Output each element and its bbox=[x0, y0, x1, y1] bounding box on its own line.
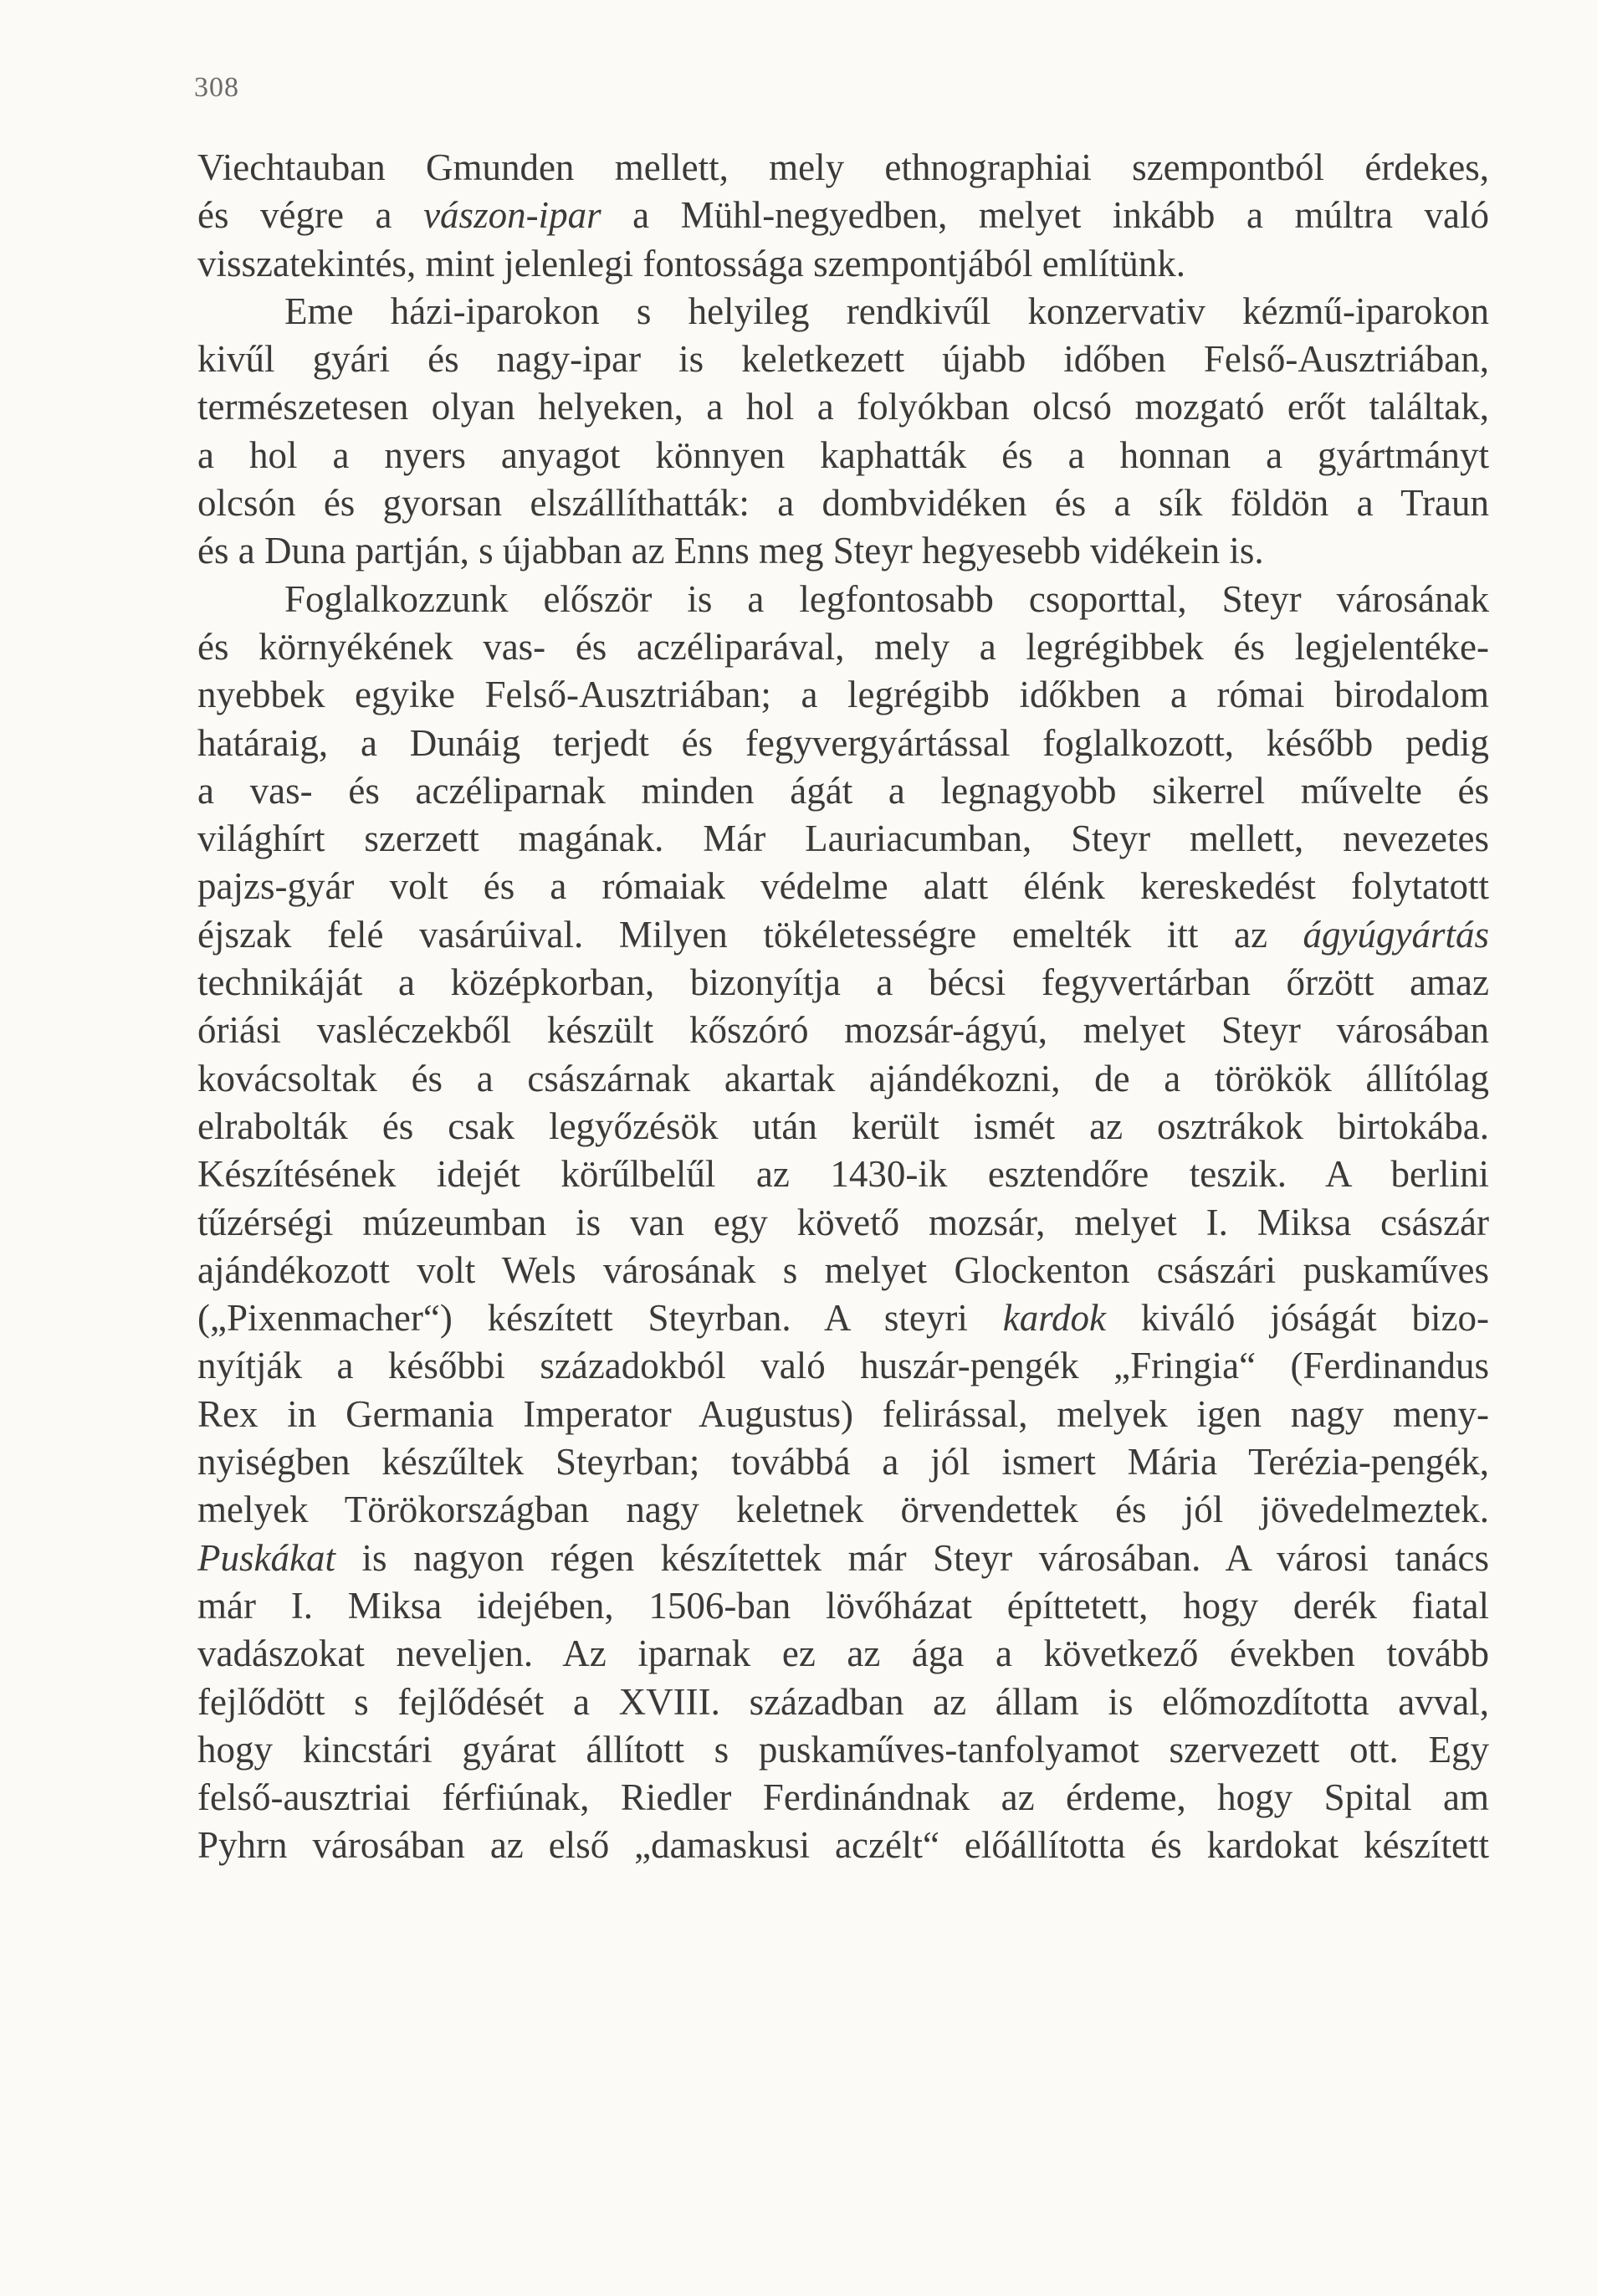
body-text bbox=[197, 144, 1489, 1870]
text-segment: a Mühl-negyedben, melyet inkább a múltra való bbox=[601, 194, 1489, 237]
text-line bbox=[197, 1774, 1489, 1822]
text-segment: melyek Törökországban nagy keletnek örvendettek és jól jövedelmeztek. bbox=[197, 1489, 1489, 1531]
text-segment: kovácsoltak és a császárnak akartak ajándékozni, de a törökök állítólag bbox=[197, 1057, 1489, 1099]
text-line bbox=[197, 671, 1489, 719]
text-line bbox=[197, 911, 1489, 959]
text-line bbox=[197, 192, 1489, 239]
italic-term: kardok bbox=[1002, 1297, 1107, 1340]
text-segment: ajándékozott volt Wels városának s melyet Glockenton császári puskaműves bbox=[197, 1248, 1489, 1291]
text-line bbox=[197, 1151, 1489, 1198]
text-line bbox=[197, 1103, 1489, 1151]
text-line bbox=[197, 767, 1489, 815]
text-segment: világhírt szerzett magának. Már Lauriacumban, Steyr mellett, nevezetes bbox=[197, 817, 1489, 860]
text-segment: Viechtauban Gmunden mellett, mely ethnographiai szempontból érdekes, bbox=[197, 146, 1489, 188]
text-segment: és végre a bbox=[197, 194, 424, 237]
text-segment: nyítják a későbbi századokból való huszár-pengék „Fringia“ (Ferdinandus bbox=[197, 1345, 1489, 1387]
text-segment: éjszak felé vasárúival. Milyen tökéletességre emelték itt az bbox=[197, 913, 1303, 956]
text-line bbox=[197, 432, 1489, 479]
text-segment: Eme házi-iparokon s helyileg rendkivűl konzervativ kézmű-iparokon bbox=[284, 290, 1489, 332]
text-line bbox=[197, 720, 1489, 767]
text-line bbox=[197, 863, 1489, 910]
text-line bbox=[197, 288, 1489, 336]
text-segment: nyebbek egyike Felső-Ausztriában; a legrégibb időkben a római birodalom bbox=[197, 674, 1489, 716]
text-segment: fejlődött s fejlődését a XVIII. században az állam is előmozdította avval, bbox=[197, 1680, 1489, 1723]
text-line bbox=[197, 1582, 1489, 1630]
text-line bbox=[197, 815, 1489, 863]
text-line bbox=[197, 1678, 1489, 1726]
text-line bbox=[197, 623, 1489, 671]
text-segment: vadászokat neveljen. Az iparnak ez az ága a következő években tovább bbox=[197, 1632, 1489, 1675]
text-line bbox=[197, 959, 1489, 1007]
text-line bbox=[197, 1391, 1489, 1438]
italic-term: Puskákat bbox=[197, 1536, 335, 1579]
text-segment: pajzs-gyár volt és a rómaiak védelme alatt élénk kereskedést folytatott bbox=[197, 865, 1489, 908]
text-line bbox=[197, 1535, 1489, 1582]
text-line bbox=[197, 479, 1489, 527]
text-segment: már I. Miksa idejében, 1506-ban lövőházat építtetett, hogy derék fiatal bbox=[197, 1584, 1489, 1627]
text-line bbox=[197, 240, 1489, 288]
text-segment: és a Duna partján, s újabban az Enns meg Steyr hegyesebb vidékein is. bbox=[197, 530, 1264, 572]
text-segment: olcsón és gyorsan elszállíthatták: a dombvidéken és a sík földön a Traun bbox=[197, 482, 1489, 525]
text-line bbox=[197, 1486, 1489, 1534]
text-segment: a hol a nyers anyagot könnyen kaphatták és a honnan a gyártmányt bbox=[197, 433, 1489, 476]
text-line bbox=[197, 1342, 1489, 1390]
text-line bbox=[197, 527, 1489, 575]
text-line bbox=[197, 144, 1489, 192]
text-line bbox=[197, 1438, 1489, 1486]
text-segment: határaig, a Dunáig terjedt és fegyvergyártással foglalkozott, később pedig bbox=[197, 721, 1489, 764]
text-segment: Foglalkozzunk először is a legfontosabb csoporttal, Steyr városának bbox=[284, 577, 1489, 620]
text-segment: felső-ausztriai férfiúnak, Riedler Ferdinándnak az érdeme, hogy Spital am bbox=[197, 1776, 1489, 1819]
text-line bbox=[197, 336, 1489, 383]
text-line bbox=[197, 1247, 1489, 1294]
text-line bbox=[197, 1007, 1489, 1054]
text-line bbox=[197, 1294, 1489, 1342]
text-segment: nyiségben készűltek Steyrban; továbbá a jól ismert Mária Terézia-pengék, bbox=[197, 1441, 1489, 1484]
text-line bbox=[197, 1822, 1489, 1869]
text-line bbox=[197, 383, 1489, 431]
text-segment: óriási vasléczekből készült kőszóró mozsár-ágyú, melyet Steyr városában bbox=[197, 1009, 1489, 1052]
text-segment: Készítésének idejét körűlbelűl az 1430-ik esztendőre teszik. A berlini bbox=[197, 1153, 1489, 1196]
text-segment: visszatekintés, mint jelenlegi fontossága szempontjából említünk. bbox=[197, 242, 1186, 284]
text-line bbox=[197, 576, 1489, 623]
text-segment: Pyhrn városában az első „damaskusi aczélt“ előállította és kardokat készített bbox=[197, 1824, 1489, 1867]
text-line bbox=[197, 1726, 1489, 1774]
text-segment: hogy kincstári gyárat állított s puskaműves-tanfolyamot szervezett ott. Egy bbox=[197, 1728, 1489, 1771]
text-segment: kivűl gyári és nagy-ipar is keletkezett újabb időben Felső-Ausztriában, bbox=[197, 338, 1489, 381]
text-segment: elrabolták és csak legyőzésök után került ismét az osztrákok birtokába. bbox=[197, 1104, 1489, 1147]
text-segment: tűzérségi múzeumban is van egy követő mozsár, melyet I. Miksa császár bbox=[197, 1201, 1489, 1243]
text-line bbox=[197, 1630, 1489, 1678]
text-segment: természetesen olyan helyeken, a hol a folyókban olcsó mozgató erőt találtak, bbox=[197, 386, 1489, 428]
text-segment: technikáját a középkorban, bizonyítja a bécsi fegyvertárban őrzött amaz bbox=[197, 961, 1489, 1004]
text-segment: kiváló jóságát bizo- bbox=[1106, 1297, 1489, 1340]
text-line bbox=[197, 1199, 1489, 1247]
italic-term: vászon-ipar bbox=[423, 194, 601, 237]
text-segment: is nagyon régen készítettek már Steyr városában. A városi tanács bbox=[335, 1536, 1489, 1579]
text-segment: Rex in Germania Imperator Augustus) felirással, melyek igen nagy meny- bbox=[197, 1392, 1489, 1435]
text-segment: a vas- és aczéliparnak minden ágát a legnagyobb sikerrel művelte és bbox=[197, 769, 1489, 812]
page-number: 308 bbox=[194, 72, 239, 103]
italic-term: ágyúgyártás bbox=[1303, 913, 1489, 956]
text-segment: („Pixenmacher“) készített Steyrban. A steyri bbox=[197, 1297, 1003, 1340]
text-line bbox=[197, 1055, 1489, 1103]
text-segment: és környékének vas- és aczéliparával, mely a legrégibbek és legjelentéke- bbox=[197, 625, 1489, 668]
